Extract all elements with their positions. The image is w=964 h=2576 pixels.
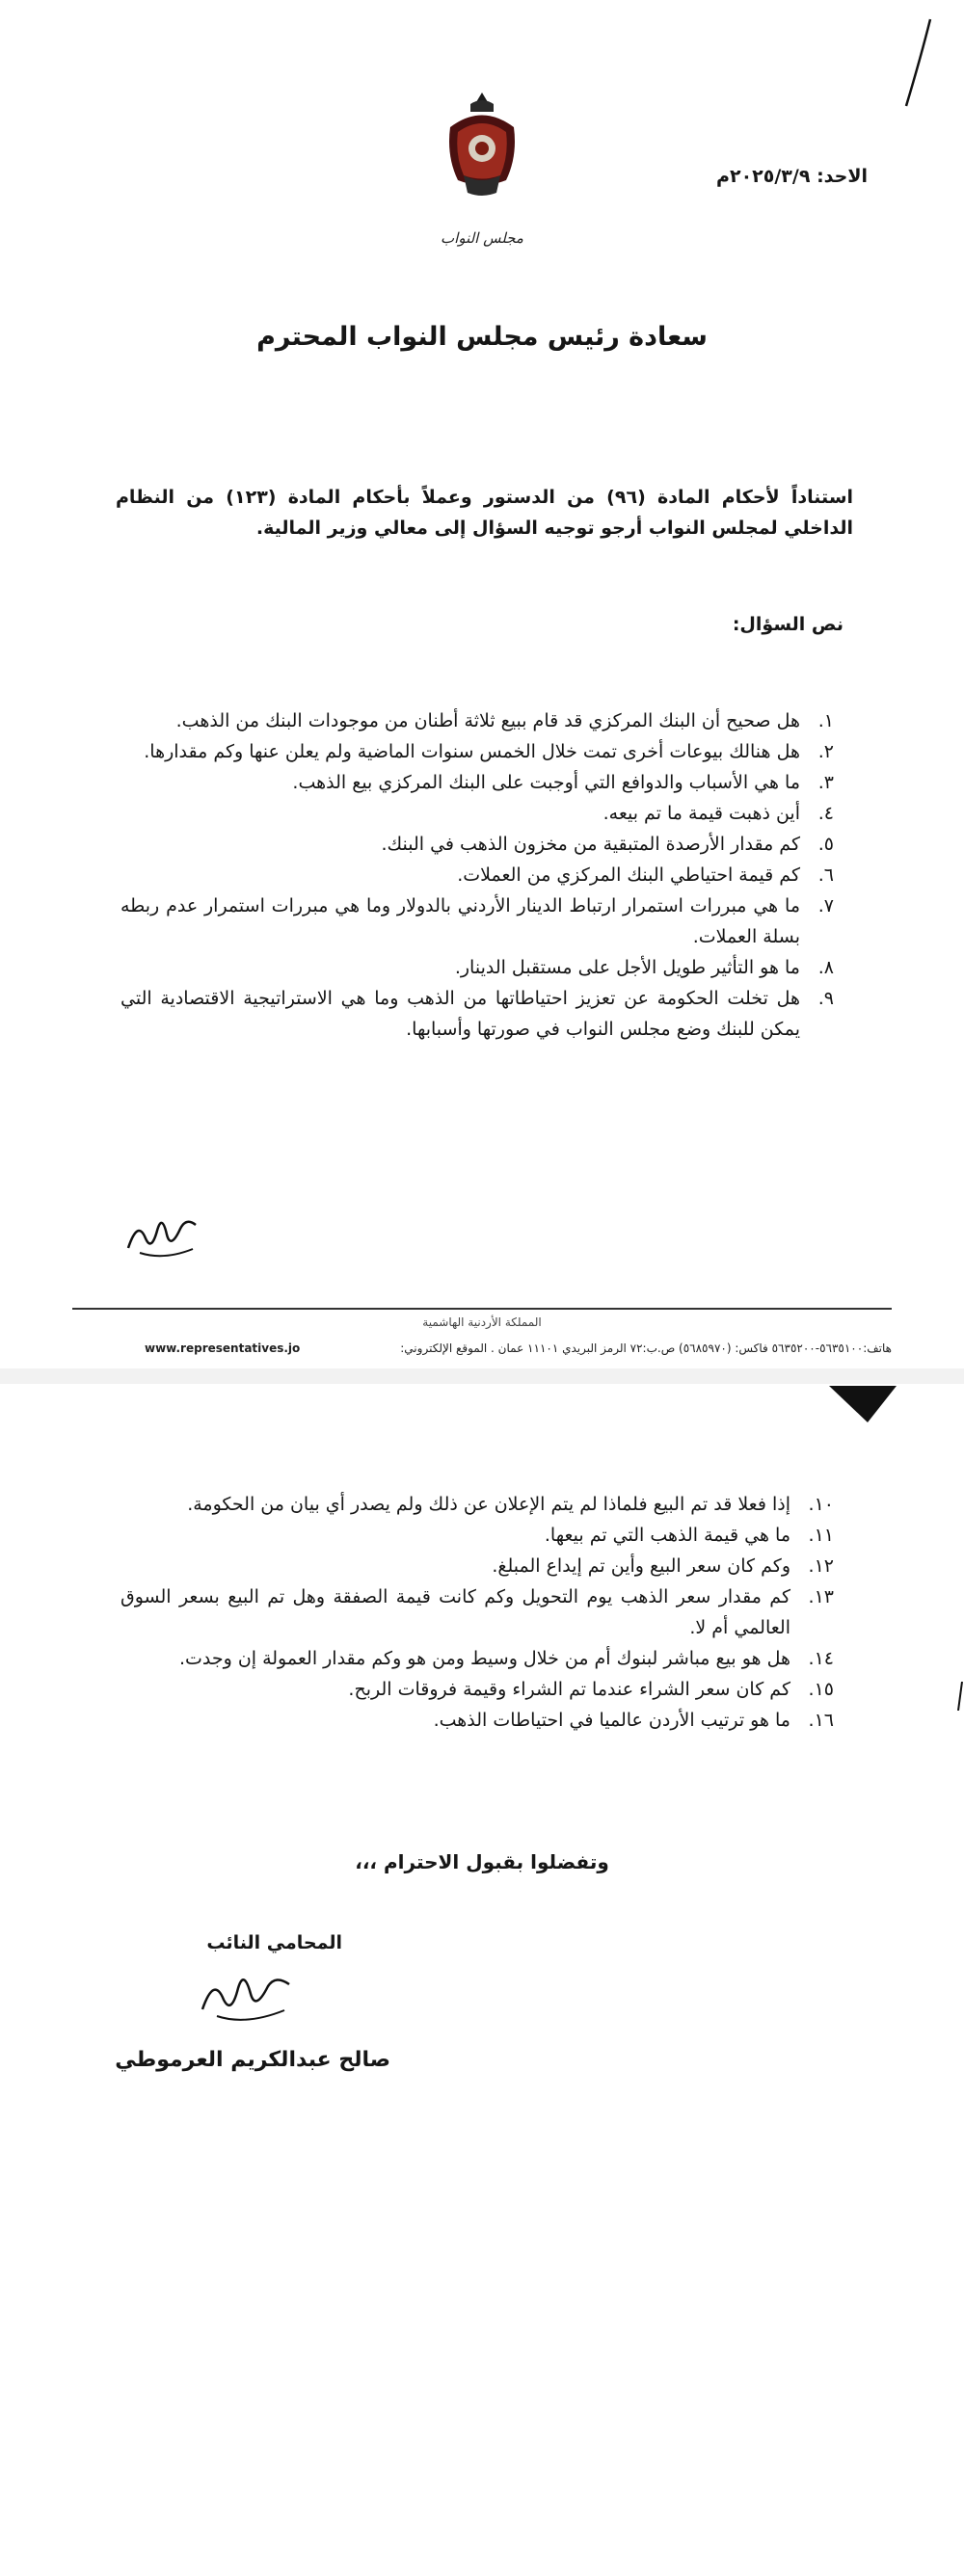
list-item: ١٥. كم كان سعر الشراء عندما تم الشراء وقيمة فروقات الربح. (348, 1679, 834, 1700)
list-item: ١٢. وكم كان سعر البيع وأين تم إيداع المبلغ. (492, 1555, 834, 1577)
list-item: ٣. ما هي الأسباب والدوافع التي أوجبت على البنك المركزي بيع الذهب. (292, 772, 834, 793)
questions-heading: نص السؤال: (732, 614, 844, 635)
list-item: ٦. كم قيمة احتياطي البنك المركزي من العملات. (457, 864, 834, 886)
list-item: ١٤. هل هو بيع مباشر لبنوك أم من خلال وسيط ومن هو وكم مقدار العمولة إن وجدت. (178, 1648, 834, 1669)
list-item: ٧. ما هي مبررات استمرار ارتباط الدينار الأردني بالدولار وما هي مبررات استمرار عدم ربطه بسلة العملات. (120, 895, 834, 947)
letter-date: الاحد: ٢٠٢٥/٣/٩م (716, 166, 868, 187)
list-item: ١٠. إذا فعلا قد تم البيع فلماذا لم يتم الإعلان عن ذلك ولم يصدر أي بيان من الحكومة. (187, 1494, 834, 1515)
list-item: ٤. أين ذهبت قيمة ما تم بيعه. (602, 803, 834, 824)
footer-contact-text: هاتف:٥٦٣٥١٠٠-٥٦٣٥٢٠٠ فاكس: (٥٦٨٥٩٧٠) ص.ب:٧٢ الرمز البريدي ١١١٠١ عمان . الموقع الإلكتروني: (400, 1341, 892, 1355)
list-item: ٢. هل هنالك بيوعات أخرى تمت خلال الخمس سنوات الماضية ولم يعلن عنها وكم مقدارها. (144, 741, 834, 762)
list-item: ١٦. ما هو ترتيب الأردن عالميا في احتياطات الذهب. (433, 1710, 834, 1731)
letter-salutation: سعادة رئيس مجلس النواب المحترم (256, 322, 708, 352)
jordan-coat-of-arms-icon (441, 89, 523, 262)
footer-contact (145, 1341, 892, 1355)
list-item: ١٣. كم مقدار سعر الذهب يوم التحويل وكم كانت قيمة الصفقة وهل تم البيع بسعر السوق العالمي أم لا. (120, 1586, 834, 1638)
questions-list-page1 (120, 705, 834, 1045)
handwritten-signature-1 (120, 1200, 207, 1267)
page-separator (0, 1368, 964, 1384)
list-item: ١. هل صحيح أن البنك المركزي قد قام ببيع ثلاثة أطنان من موجودات البنك من الذهب. (175, 710, 834, 731)
institution-name-logo: مجلس النواب (441, 229, 523, 247)
footer-divider (72, 1308, 892, 1310)
list-item: ٨. ما هو التأثير طويل الأجل على مستقبل الدينار. (454, 957, 834, 978)
margin-mark (954, 1682, 964, 1711)
list-item: ١١. ما هي قيمة الذهب التي تم بيعها. (544, 1525, 834, 1546)
corner-fold-mark (829, 1386, 897, 1424)
list-item: ٥. كم مقدار الأرصدة المتبقية من مخزون الذهب في البنك. (381, 834, 834, 855)
signatory-name: صالح عبدالكريم العرموطي (115, 2048, 390, 2072)
handwritten-slash-mark (892, 14, 940, 111)
footer-website: www.representatives.jo (145, 1341, 301, 1355)
questions-list-page2 (120, 1489, 834, 1736)
letter-closing: وتفضلوا بقبول الاحترام ،،، (355, 1850, 609, 1873)
handwritten-signature-2 (188, 1956, 304, 2033)
signatory-title: المحامي النائب (206, 1932, 342, 1953)
letter-intro: استناداً لأحكام المادة (٩٦) من الدستور وعملاً بأحكام المادة (١٢٣) من النظام الداخلي لمجلس النواب أرجو توجيه السؤال إلى معالي وزير المالية. (116, 487, 854, 539)
footer-kingdom-label: المملكة الأردنية الهاشمية (422, 1315, 542, 1329)
list-item: ٩. هل تخلت الحكومة عن تعزيز احتياطاتها من الذهب وما هي الاستراتيجية الاقتصادية التي يمكن للبنك وضع مجلس النواب في صورتها وأسبابها. (120, 988, 834, 1040)
